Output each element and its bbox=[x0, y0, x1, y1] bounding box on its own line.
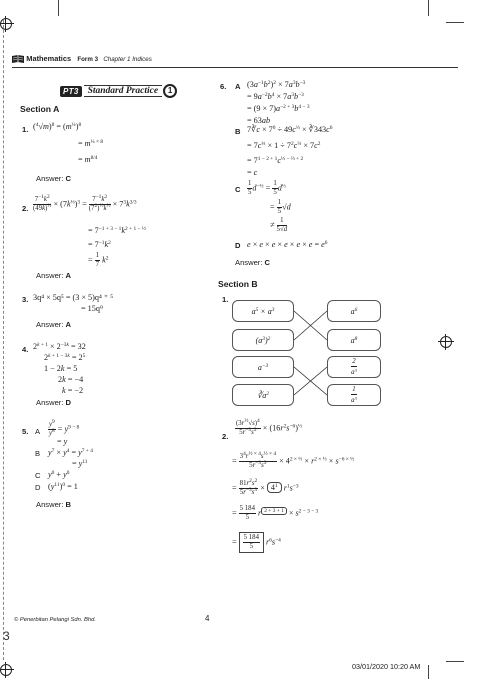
q1-line-1: $(^4√m)^8 = (m^{\frac{1}{4}})^8$ bbox=[33, 122, 82, 131]
q6-option-d: D bbox=[235, 241, 241, 250]
q4-line-3: 1 − 2k = 5 bbox=[44, 364, 78, 373]
q5-a-line-2: = y bbox=[57, 437, 68, 446]
q6-b-line-4: = c bbox=[247, 168, 258, 177]
q2b-line-2: = $\frac{3^4r^{\frac{1}{2} \times 4}s^{\frac{1}{2} \times 4}}{5r^{-3}s^3}$ × $4^{2 \times \frac{1}{2}} \times r^{2 \times \frac{1}{2}} \times s^{-6 \times \frac{1}{2}}$ bbox=[232, 451, 355, 469]
q6-b-line-3: = $7^{1 - 2 + 1}c^{\frac{1}{3} - \frac{2}{3} + 2}$ bbox=[247, 156, 304, 165]
question-number: 1. bbox=[22, 125, 29, 134]
print-timestamp: 03/01/2020 10:20 AM bbox=[352, 662, 421, 671]
q2-line-4: = $\frac{1}{7}$ $k^2$ bbox=[88, 252, 109, 268]
q6-a-line-4: = 63ab bbox=[247, 116, 271, 125]
q5-c-line-1: $y^0 + y^0$ bbox=[48, 470, 70, 479]
q2-line-1: $\frac{7^{-1}k^2}{(49k)^{\frac{1}{2}}}$ × $(7k^{\frac{1}{3}})^3$ = $\frac{7^{-1}k^2}{(7^2)^{\frac{1}{2}}k^{\frac{1}{2}}}$ × $7^3k^{3/3}$ bbox=[33, 194, 137, 212]
crop-mark bbox=[446, 22, 464, 23]
q5-option-d: D bbox=[35, 483, 41, 492]
q6-c-line-1: $\frac{1}{5}$ $d^{-\frac{1}{2}}$ = $\frac{1}{5}$ $d^{\frac{1}{2}}$ bbox=[248, 180, 286, 196]
form-label: Form 3 bbox=[77, 56, 99, 63]
q6-option-c: C bbox=[235, 185, 241, 194]
match-box-left: $a^5 \times a^3$ bbox=[232, 300, 294, 322]
fold-line bbox=[3, 20, 4, 660]
crop-mark bbox=[428, 665, 429, 679]
q4-line-2: $2^{k + 1 - 3k} = 2^5$ bbox=[44, 353, 86, 362]
publisher-credit: © Penerbitan Pelangi Sdn. Bhd. bbox=[14, 617, 96, 623]
q4-answer: Answer: D bbox=[36, 398, 72, 407]
section-b-heading: Section B bbox=[218, 279, 258, 289]
header-rule bbox=[12, 67, 458, 68]
registration-mark-icon bbox=[440, 336, 452, 348]
q3-answer: Answer: A bbox=[36, 320, 72, 329]
badge-title: Standard Practice bbox=[84, 85, 162, 97]
q5-d-line-1: $(y^{11})^0 = 1$ bbox=[48, 482, 78, 491]
standard-practice-badge bbox=[60, 84, 177, 98]
q3-line-2: = 15q⁹ bbox=[81, 304, 103, 313]
q2-line-2: = $7^{-1 + 3 - 1}k^{2 + 1 - \frac{1}{2}}$ bbox=[88, 226, 146, 235]
registration-mark-icon bbox=[0, 664, 12, 676]
page-number: 4 bbox=[205, 614, 210, 623]
q4-line-4: 2k = −4 bbox=[58, 375, 84, 384]
question-number: 3. bbox=[22, 295, 29, 304]
match-box-left: $a^{-3}$ bbox=[232, 356, 294, 378]
q6-a-line-3: = $(9 \times 7)a^{-2 + 3}b^{4 - 3}$ bbox=[247, 104, 310, 113]
match-box-right: $\frac{1}{a^3}$ bbox=[327, 384, 381, 406]
question-number: 1. bbox=[222, 295, 229, 304]
q3-line-1: 3q⁴ × 5q⁵ = (3 × 5)q⁴ ⁺ ⁵ bbox=[33, 293, 114, 302]
q6-d-line-1: $e \times e \times e \times e \times e \times e = e^6$ bbox=[247, 240, 328, 249]
q4-line-5: k = −2 bbox=[62, 386, 84, 395]
q6-c-line-3: ≠ $\frac{1}{5√d}$ bbox=[270, 217, 288, 233]
question-number: 6. bbox=[220, 82, 227, 91]
boxed-term: $4^1$ bbox=[267, 482, 282, 493]
q5-answer: Answer: B bbox=[36, 500, 72, 509]
match-box-left: $(a^3)^2$ bbox=[232, 329, 294, 351]
q1-line-3: = $m^{8/4}$ bbox=[78, 155, 98, 164]
registration-mark-icon bbox=[0, 18, 12, 30]
chapter-label: Chapter 1 Indices bbox=[103, 56, 152, 63]
q5-option-b: B bbox=[35, 449, 41, 458]
q6-option-b: B bbox=[235, 127, 241, 136]
q5-b-line-1: $y^7 \times y^4 = y^{7 + 4}$ bbox=[48, 448, 93, 457]
q2b-line-4: = $\frac{5 184}{5}$ r $^{2 + 3 + 1} \times s^{2 - 3 - 3}$ bbox=[232, 505, 319, 521]
q2b-line-3: = $\frac{81r^2s^2}{5r^{-3}s^3}$ × $4^1$ $r^1s^{-3}$ bbox=[232, 478, 299, 496]
side-number: 3 bbox=[3, 629, 10, 643]
q5-a-line-1: $\frac{y^9}{y^8}$ = $y^{9 - 8}$ bbox=[49, 419, 80, 437]
q1-answer: Answer: C bbox=[36, 174, 72, 183]
match-box-left: $∛a^2$ bbox=[232, 384, 294, 406]
q6-c-line-2: = $\frac{1}{5}$ √d bbox=[270, 199, 291, 215]
book-logo-icon bbox=[12, 55, 24, 63]
q4-line-1: $2^{k + 1} \times 2^{-3k} = 32$ bbox=[33, 342, 86, 351]
crop-mark bbox=[446, 661, 464, 662]
q5-b-line-2: = $y^{11}$ bbox=[72, 459, 88, 468]
match-box-right: $a^6$ bbox=[327, 300, 381, 322]
crop-mark bbox=[58, 0, 59, 16]
q1-line-2: = $m^{\frac{1}{4} \times 8}$ bbox=[78, 139, 104, 148]
question-number: 4. bbox=[22, 345, 29, 354]
q6-a-line-1: $(3a^{-1}b^2)^2 \times 7a^3b^{-3}$ bbox=[247, 80, 306, 89]
q2-line-3: = $7^{-1}k^2$ bbox=[88, 240, 111, 249]
question-number: 2. bbox=[222, 432, 229, 441]
q6-b-line-1: 7∛c × $7^0 \div 49c^{\frac{2}{3}}$ × $∛343c^6$ bbox=[247, 125, 333, 134]
q2-answer: Answer: A bbox=[36, 271, 72, 280]
q6-a-line-2: = $9a^{-2}b^4 \times 7a^3b^{-3}$ bbox=[247, 92, 304, 101]
q6-option-a: A bbox=[235, 82, 241, 91]
crop-mark bbox=[428, 0, 429, 16]
question-number: 5. bbox=[22, 427, 29, 436]
q5-option-a: A bbox=[35, 427, 41, 436]
q6-answer: Answer: C bbox=[235, 258, 271, 267]
page-header bbox=[12, 54, 152, 63]
question-number: 2. bbox=[22, 204, 29, 213]
q2b-line-5: = $\frac{5 184}{5}$ $r^6s^{-4}$ bbox=[232, 532, 281, 553]
match-box-right: $\frac{2}{a^3}$ bbox=[327, 356, 381, 378]
q5-option-c: C bbox=[35, 471, 41, 480]
subject-title: Mathematics bbox=[26, 54, 72, 63]
match-box-right: $a^8$ bbox=[327, 329, 381, 351]
q2b-line-1: $\frac{(3r^{\frac{1}{2}}√s)^4}{5r^{-3}s^3}$ × $(16r^2s^{-6})^{\frac{1}{2}}$ bbox=[236, 418, 302, 436]
pt3-label: PT3 bbox=[60, 86, 82, 97]
badge-number: 1 bbox=[163, 84, 177, 98]
q6-b-line-2: = $7c^{\frac{1}{3}} \times 1 \div 7^2c^{\frac{2}{3}} \times 7c^2$ bbox=[247, 141, 321, 150]
matching-lines bbox=[294, 300, 327, 410]
section-a-heading: Section A bbox=[20, 104, 60, 114]
